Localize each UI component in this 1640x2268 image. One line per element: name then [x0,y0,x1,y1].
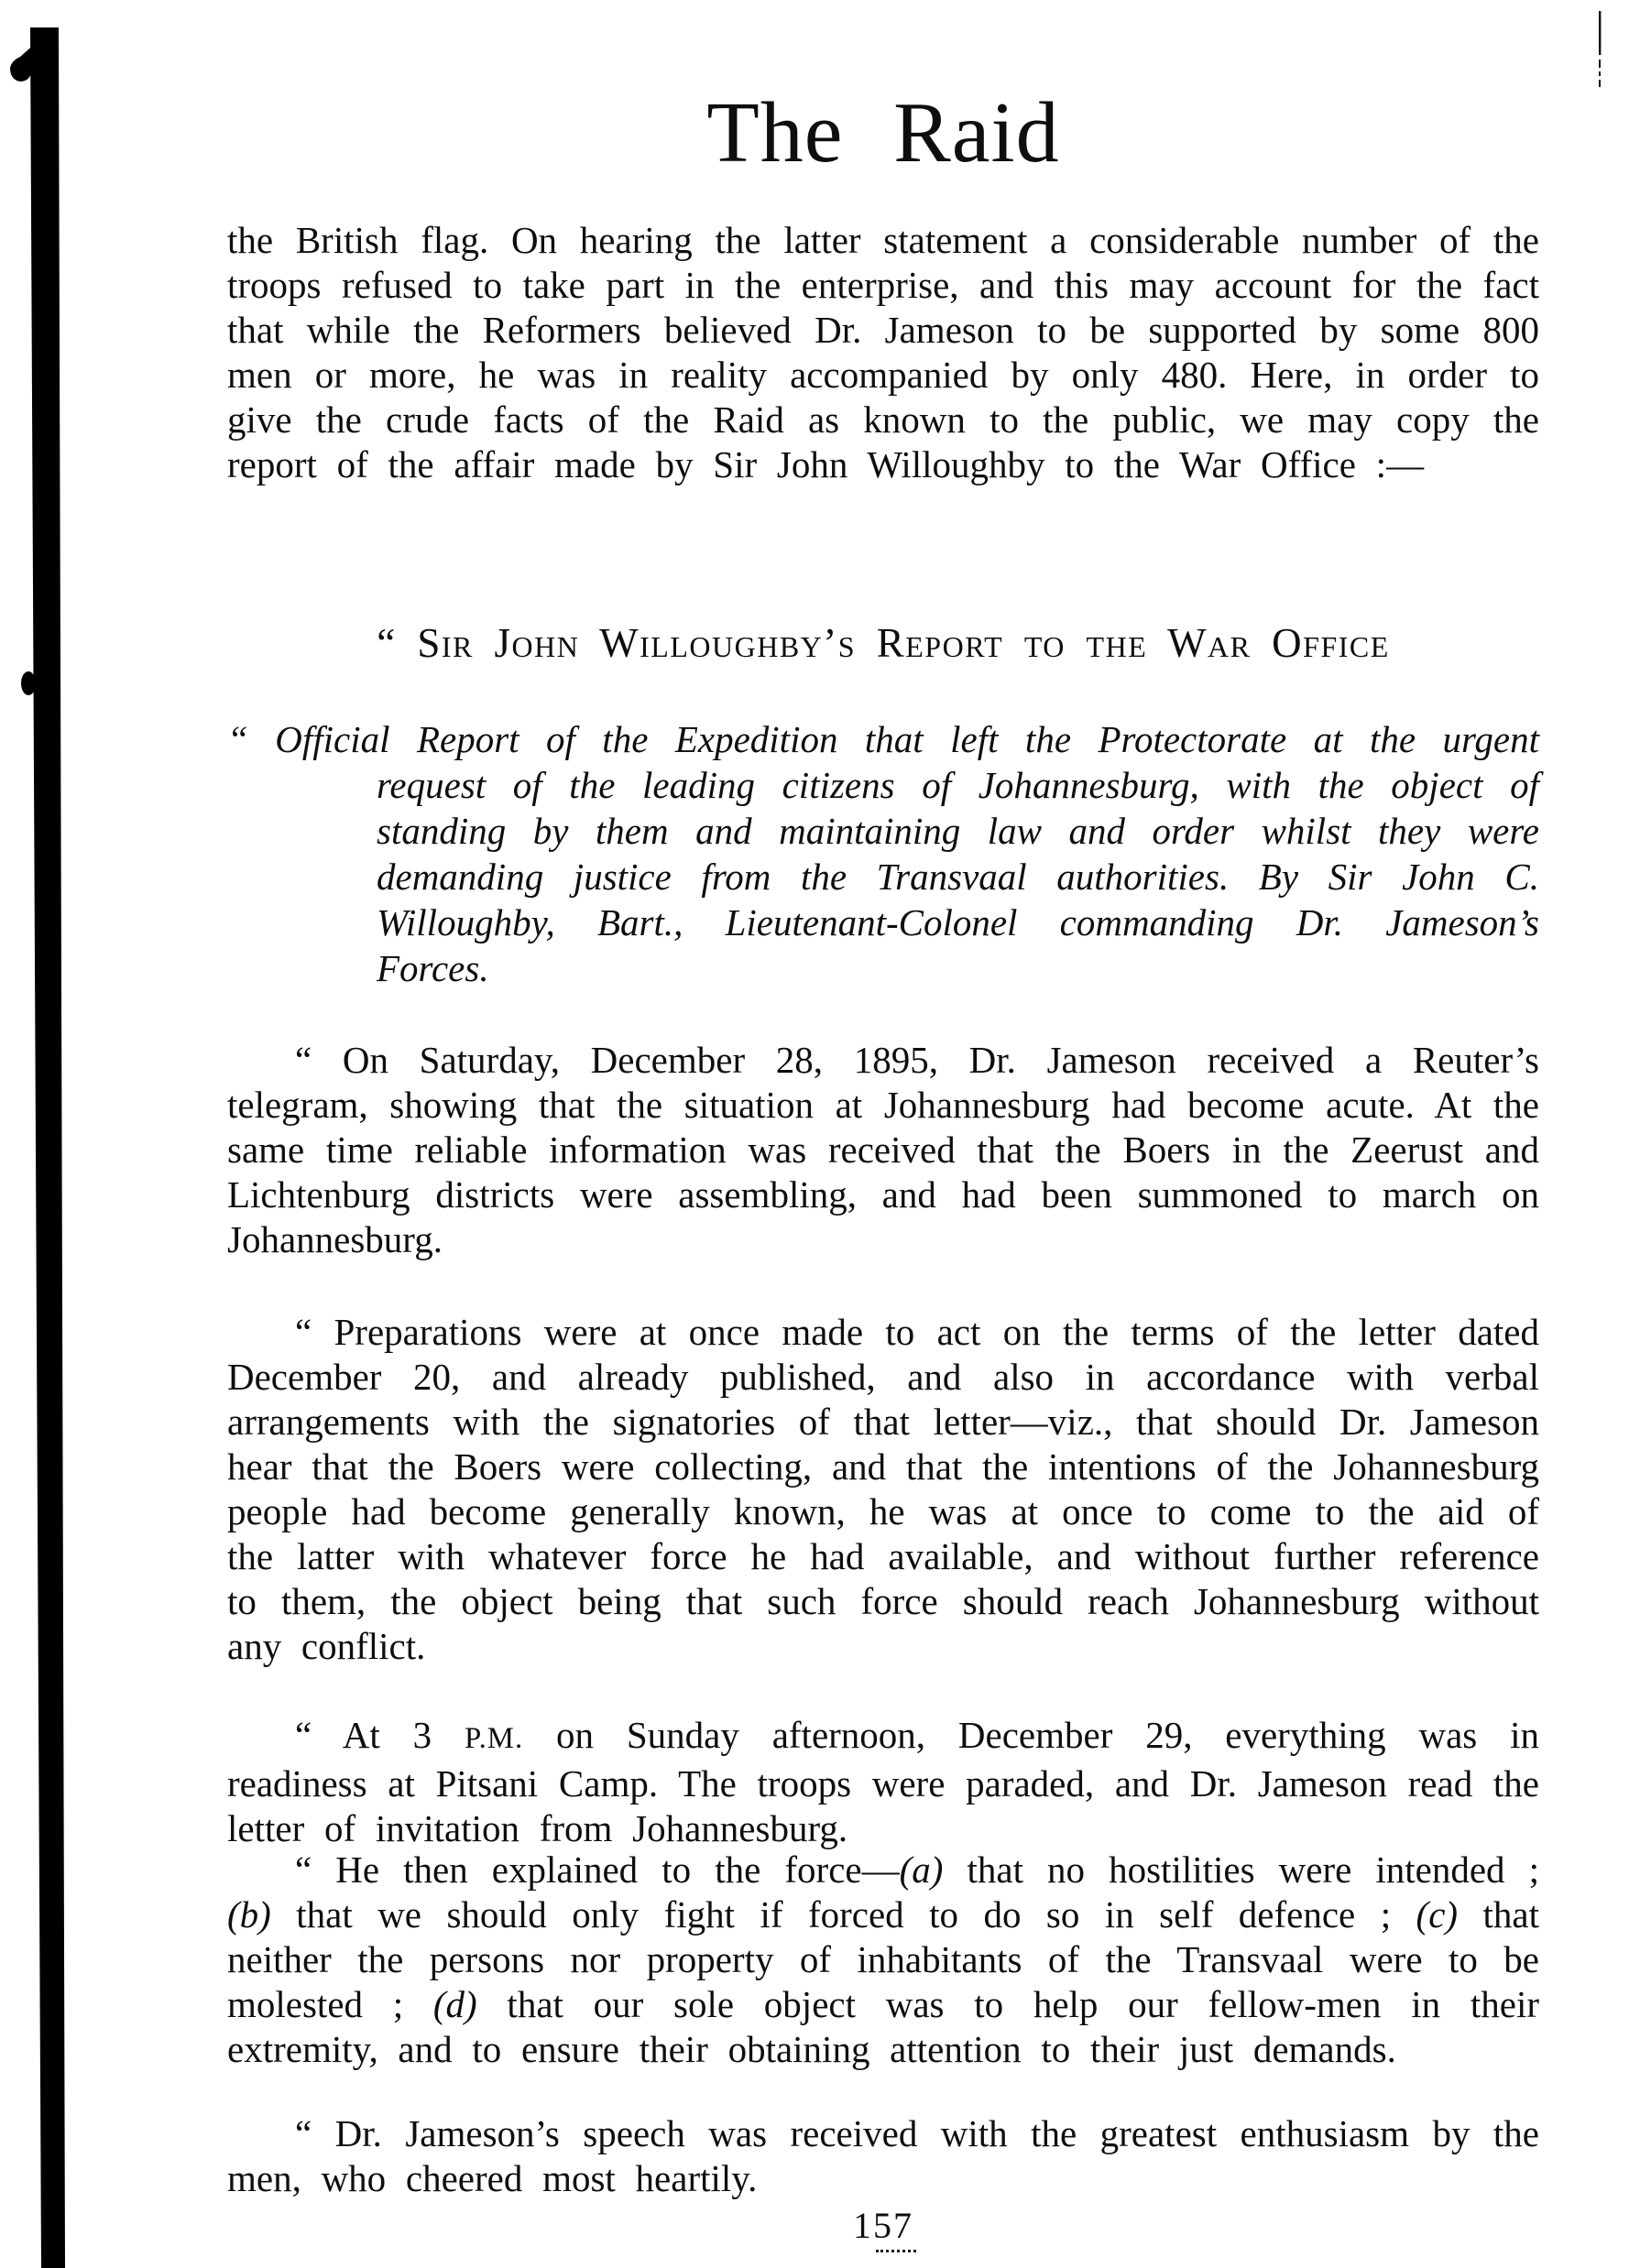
page-number [227,2204,1539,2247]
item-c-marker: (c) [1416,1893,1459,1935]
pitsani-text-end: on Sunday afternoon, December 29, everything was in readiness at Pitsani Camp. The troops were paraded, and Dr. Jameson read the letter of invitation from Johannesburg. [227,1714,1539,1849]
report-byline: “ Official Report of the Expedition that left the Protectorate at the urgent request of the leading citizens of Johannesburg, with the object of standing by them and maintaining law and order whilst they were demanding justice from the Transvaal authorities. By Sir John C. Willoughby, Bart., Lieutenant-Colonel commanding Dr. Jameson’s Forces. [227,718,1539,989]
page-number-value: 157 [853,2205,913,2246]
explained-seg0: “ He then explained to the force— [295,1848,900,1891]
binding-shadow-bar [0,0,110,2268]
report-heading: “ Sir John Willoughby’s Report to the War Office [377,620,1390,666]
explained-seg4: that we should only fight if forced to do so in self defence ; [270,1893,1416,1935]
report-paragraph-pitsani [227,1713,1539,1851]
item-a-marker: (a) [899,1848,944,1891]
page-title: The Raid [706,85,1060,180]
intro-paragraph: the British flag. On hearing the latter statement a considerable number of the troops refused to take part in the enterprise, and this may account for the fact that while the Reformers believed Dr. Jameson to be supported by some 800 men or more, he was in reality accompanied by only 480. Here, in order to give the crude facts of the Raid as known to the public, we may copy the report of the affair made by Sir John Willoughby to the War Office :— [227,219,1539,485]
margin-tick-marks [1591,7,1609,95]
item-d-marker: (d) [432,1983,477,2025]
report-paragraph-saturday: “ On Saturday, December 28, 1895, Dr. Jameson received a Reuter’s telegram, showing that the situation at Johannesburg had become acute. At the same time reliable information was received that the Boers in the Zeerust and Lichtenburg districts were assembling, and had been summoned to march on Johannesburg. [227,1039,1539,1260]
explained-seg6: that neither the persons nor property of inhabitants of the Transvaal were to be molested ; [227,1893,1539,2025]
item-b-marker: (b) [227,1893,271,1935]
pm-smallcaps: P.M. [464,1722,524,1755]
pitsani-text-start: “ At 3 [295,1714,465,1756]
binding-bar-shape [30,27,65,2268]
explained-seg8: that our sole object was to help our fellow-men in their extremity, and to ensure their obtaining attention to their just demands. [227,1983,1539,2070]
report-paragraph-preparations: “ Preparations were at once made to act on the terms of the letter dated December 20, and already published, and also in accordance with verbal arrangements with the signatories of that letter—viz., that should Dr. Jameson hear that the Boers were collecting, and that the intentions of the Johannesburg people had become generally known, he was at once to come to the aid of the latter with whatever force he had available, and without further reference to them, the object being that such force should reach Johannesburg without any conflict. [227,1311,1539,1667]
report-paragraph-explained [227,1848,1539,2072]
report-paragraph-speech: “ Dr. Jameson’s speech was received with the greatest enthusiasm by the men, who cheered most heartily. [227,2112,1539,2199]
binding-bump [21,671,36,695]
explained-seg2: that no hostilities were intended ; [943,1848,1540,1891]
